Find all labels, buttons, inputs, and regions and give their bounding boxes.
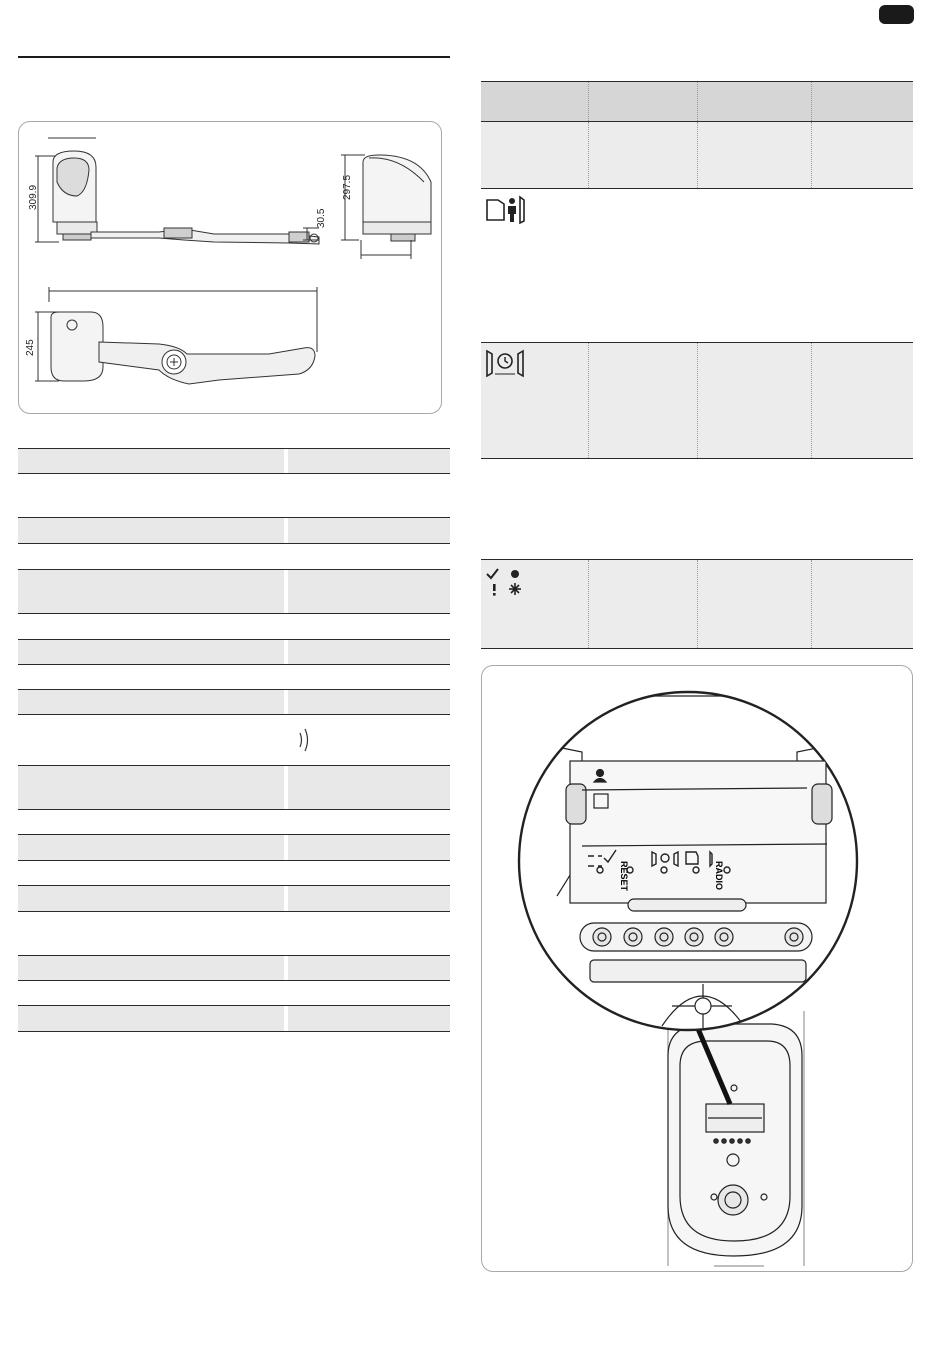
language-badge — [879, 5, 914, 24]
control-panel-drawing — [482, 666, 914, 1273]
radio-waves-icon — [296, 725, 316, 755]
function-row — [481, 459, 913, 560]
spec-row — [18, 766, 450, 810]
door-person-icon — [484, 193, 528, 225]
section-divider — [18, 56, 450, 58]
function-row-pause — [481, 343, 913, 459]
spec-row — [18, 715, 450, 766]
function-row-pedestrian — [481, 189, 913, 343]
side-height-label: 297.5 — [342, 174, 353, 200]
function-row — [481, 122, 913, 189]
spec-row — [18, 518, 450, 544]
spec-row — [18, 835, 450, 861]
spec-row — [18, 956, 450, 981]
spec-table — [18, 448, 450, 1032]
spec-row — [18, 886, 450, 912]
spec-row — [18, 810, 450, 835]
check-dot-warning-sun-icon — [484, 564, 528, 600]
radio-label: RADIO — [714, 861, 724, 890]
front-height-label: 309.9 — [28, 184, 39, 210]
spec-row — [18, 690, 450, 715]
spec-row — [18, 448, 450, 474]
control-panel-figure — [481, 665, 913, 1272]
motor-dimension-drawing — [19, 122, 443, 415]
spec-row — [18, 474, 450, 518]
motor-dimension-figure — [18, 121, 442, 414]
function-table — [481, 81, 913, 649]
spec-row — [18, 981, 450, 1006]
spec-row — [18, 665, 450, 690]
reset-label: RESET — [619, 861, 629, 892]
function-row-leds — [481, 560, 913, 649]
spec-row — [18, 614, 450, 640]
spec-row — [18, 1006, 450, 1032]
spec-row — [18, 912, 450, 956]
spec-row — [18, 640, 450, 665]
function-table-header — [481, 81, 913, 122]
top-width-label: 245 — [25, 339, 36, 356]
gate-clock-icon — [484, 347, 528, 379]
spec-row — [18, 544, 450, 570]
spec-row — [18, 861, 450, 886]
base-height-label: 30.5 — [316, 208, 327, 228]
spec-row — [18, 570, 450, 614]
